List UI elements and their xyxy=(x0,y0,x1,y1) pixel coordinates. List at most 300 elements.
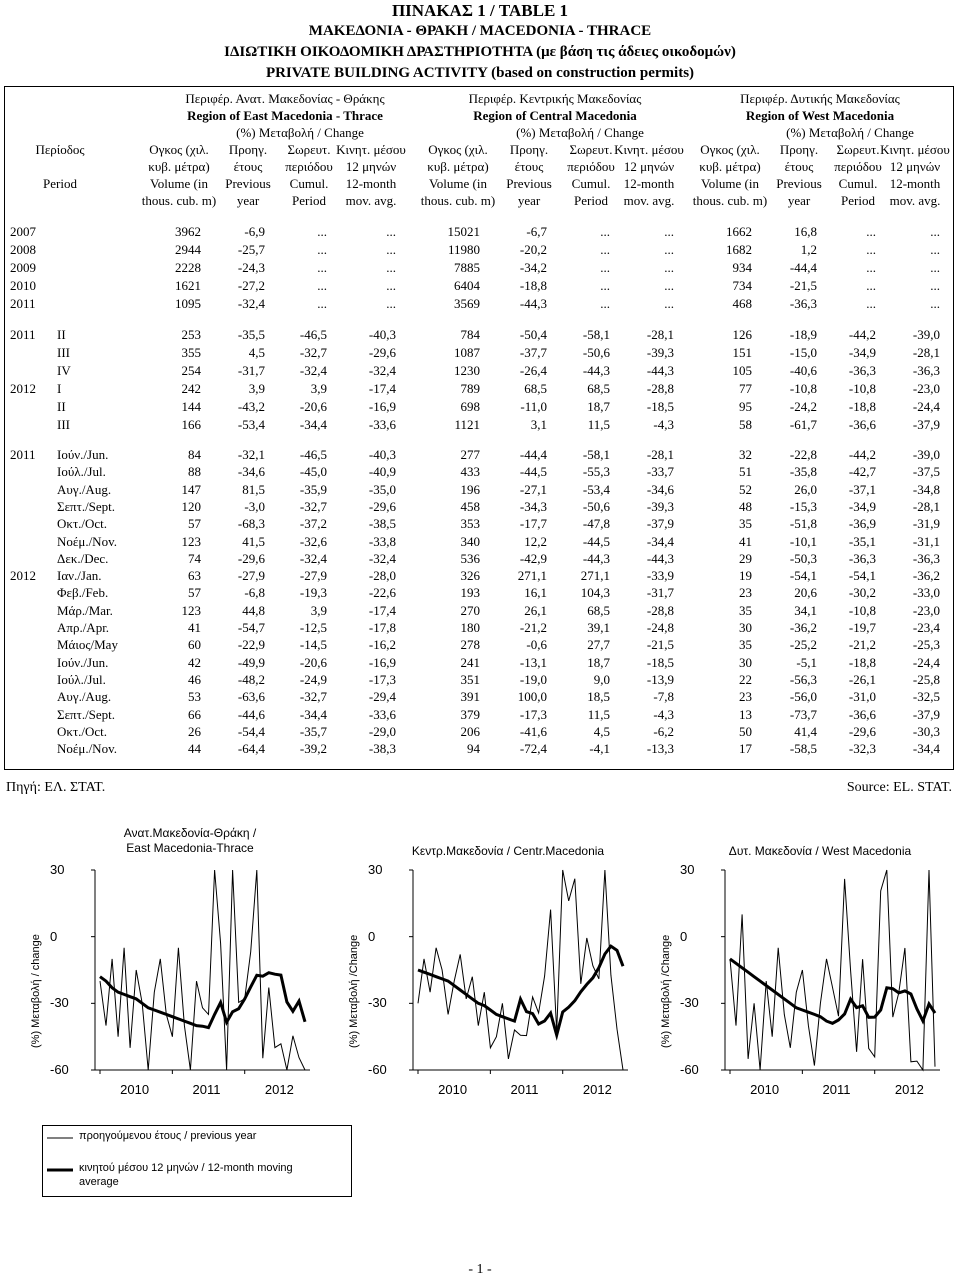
column-header-line: Previous xyxy=(506,176,552,191)
series-line-previous-year xyxy=(730,870,935,1070)
table-cell: -3,0 xyxy=(244,499,265,514)
table-cell: -53,4 xyxy=(582,482,610,497)
row-period: Νοέμ./Nov. xyxy=(57,741,117,756)
table-cell: 1621 xyxy=(175,278,201,293)
table-cell: -15,0 xyxy=(789,345,817,360)
table-cell: ... xyxy=(600,278,610,293)
table-cell: -68,3 xyxy=(237,516,265,531)
table-cell: -24,4 xyxy=(912,399,940,414)
table-cell: 789 xyxy=(460,381,480,396)
table-cell: ... xyxy=(930,296,940,311)
row-period: Νοέμ./Nov. xyxy=(57,534,117,549)
column-header-line: έτους xyxy=(784,159,814,174)
table-cell: -51,8 xyxy=(789,516,817,531)
table-cell: -64,4 xyxy=(237,741,265,756)
table-cell: 120 xyxy=(181,499,201,514)
table-cell: 3,9 xyxy=(248,381,265,396)
table-cell: 270 xyxy=(460,603,480,618)
table-cell: -38,3 xyxy=(368,741,396,756)
chart-y-label: (%) Μεταβολή / change xyxy=(30,934,42,1048)
table-cell: -15,3 xyxy=(789,499,817,514)
chart-panel xyxy=(318,820,638,1100)
table-cell: -40,6 xyxy=(789,363,817,378)
table-cell: -34,4 xyxy=(646,534,674,549)
table-cell: 26 xyxy=(188,724,201,739)
table-cell: -56,3 xyxy=(789,672,817,687)
table-cell: -47,8 xyxy=(582,516,610,531)
table-cell: 326 xyxy=(460,568,480,583)
table-cell: -33,7 xyxy=(646,464,674,479)
column-header-line: Previous xyxy=(225,176,271,191)
row-period: Δεκ./Dec. xyxy=(57,551,109,566)
table-cell: -13,9 xyxy=(646,672,674,687)
table-cell: -44,3 xyxy=(582,551,610,566)
table-cell: -19,3 xyxy=(299,585,327,600)
table-cell: -37,9 xyxy=(912,417,940,432)
table-cell: 784 xyxy=(460,327,480,342)
row-period: II xyxy=(57,399,66,414)
column-header-line: Ογκος (χιλ. xyxy=(700,142,760,157)
table-cell: -26,1 xyxy=(848,672,876,687)
table-title: ΠΙΝΑΚΑΣ 1 / TABLE 1 xyxy=(391,1,569,20)
chart-x-tick-label: 2011 xyxy=(192,1082,221,1097)
table-cell: 60 xyxy=(188,637,201,652)
table-cell: -16,9 xyxy=(368,399,396,414)
chart-y-tick-label: -60 xyxy=(50,1062,69,1077)
table-cell: ... xyxy=(600,242,610,257)
table-cell: 35 xyxy=(739,516,752,531)
chart-svg xyxy=(318,820,638,1100)
table-cell: 17 xyxy=(739,741,752,756)
chart-svg xyxy=(0,820,320,1100)
column-header-line: Volume (in xyxy=(150,176,208,191)
table-cell: 734 xyxy=(732,278,752,293)
chart-x-tick-label: 2012 xyxy=(264,1082,294,1097)
row-period: Ιούν./Jun. xyxy=(57,655,109,670)
column-header-line: Volume (in xyxy=(429,176,487,191)
table-cell: -55,3 xyxy=(582,464,610,479)
table-cell: ... xyxy=(317,278,327,293)
table-cell: -32,7 xyxy=(299,689,327,704)
chart-y-tick-label: 30 xyxy=(368,862,383,877)
table-cell: -58,1 xyxy=(582,327,610,342)
table-cell: -22,8 xyxy=(789,447,817,462)
table-cell: 278 xyxy=(460,637,480,652)
table-cell: -24,9 xyxy=(299,672,327,687)
row-period: Ιούν./Jun. xyxy=(57,447,109,462)
row-period: Ιούλ./Jul. xyxy=(57,464,106,479)
table-cell: ... xyxy=(866,260,876,275)
row-period: IV xyxy=(57,363,71,378)
table-cell: -29,6 xyxy=(848,724,876,739)
series-line-moving-average xyxy=(730,959,935,1023)
row-year: 2009 xyxy=(10,260,36,275)
table-cell: -36,6 xyxy=(848,417,876,432)
table-cell: -44,2 xyxy=(848,447,876,462)
table-cell: -18,8 xyxy=(519,278,547,293)
table-cell: -19,0 xyxy=(519,672,547,687)
table-cell: 18,7 xyxy=(587,399,610,414)
table-cell: 4,5 xyxy=(248,345,265,360)
column-header-line: Κινητ. μέσου xyxy=(336,142,406,157)
chart-legend xyxy=(42,1125,352,1197)
chart-title-line: Ανατ.Μακεδονία-Θράκη / xyxy=(123,826,257,840)
table-cell: -58,5 xyxy=(789,741,817,756)
table-cell: 41,4 xyxy=(794,724,817,739)
table-cell: -33,8 xyxy=(368,534,396,549)
table-cell: -32,4 xyxy=(237,296,265,311)
table-cell: 271,1 xyxy=(580,568,610,583)
table-cell: -37,7 xyxy=(519,345,547,360)
table-cell: -24,8 xyxy=(646,620,674,635)
table-cell: 193 xyxy=(460,585,480,600)
table-cell: -54,1 xyxy=(789,568,817,583)
table-cell: -28,1 xyxy=(646,327,674,342)
table-cell: 1682 xyxy=(726,242,752,257)
column-header-line: κυβ. μέτρα) xyxy=(427,159,489,174)
table-cell: -25,3 xyxy=(912,637,940,652)
table-cell: 29 xyxy=(739,551,752,566)
table-cell: -54,7 xyxy=(237,620,265,635)
table-cell: -33,9 xyxy=(646,568,674,583)
region-name-english: Region of Central Macedonia xyxy=(473,108,637,123)
table-cell: 242 xyxy=(181,381,201,396)
table-cell: -53,4 xyxy=(237,417,265,432)
row-year: 2011 xyxy=(10,447,36,462)
table-cell: -10,8 xyxy=(848,381,876,396)
table-cell: -10,8 xyxy=(848,603,876,618)
row-year: 2012 xyxy=(10,381,36,396)
table-cell: 13 xyxy=(739,707,752,722)
table-cell: -32,7 xyxy=(299,345,327,360)
table-cell: 1095 xyxy=(175,296,201,311)
table-cell: 16,1 xyxy=(524,585,547,600)
table-cell: 698 xyxy=(460,399,480,414)
column-header-line: year xyxy=(787,193,811,208)
table-cell: 30 xyxy=(739,655,752,670)
column-header-line: έτους xyxy=(233,159,263,174)
chart-y-tick-label: -60 xyxy=(680,1062,699,1077)
column-header-line: έτους xyxy=(514,159,544,174)
change-header: (%) Μεταβολή / Change xyxy=(236,125,364,140)
table-cell: 68,5 xyxy=(587,381,610,396)
table-cell: -24,4 xyxy=(912,655,940,670)
table-cell: -32,4 xyxy=(299,551,327,566)
table-cell: -61,7 xyxy=(789,417,817,432)
table-cell: 66 xyxy=(188,707,201,722)
table-cell: -36,9 xyxy=(848,516,876,531)
table-cell: ... xyxy=(866,224,876,239)
table-cell: 11980 xyxy=(447,242,480,257)
table-cell: 2944 xyxy=(175,242,201,257)
row-period: II xyxy=(57,327,66,342)
region-name-greek: Περιφέρ. Κεντρικής Μακεδονίας xyxy=(468,91,642,106)
table-cell: 48 xyxy=(739,499,752,514)
row-period: Ιαν./Jan. xyxy=(57,568,102,583)
table-cell: -17,3 xyxy=(368,672,396,687)
table-cell: 391 xyxy=(460,689,480,704)
table-cell: -36,2 xyxy=(912,568,940,583)
column-header-line: Volume (in xyxy=(701,176,759,191)
table-cell: 2228 xyxy=(175,260,201,275)
table-cell: 3,1 xyxy=(530,417,547,432)
table-cell: -24,3 xyxy=(237,260,265,275)
table-cell: -34,6 xyxy=(646,482,674,497)
table-cell: -37,9 xyxy=(912,707,940,722)
legend-moving-avg-label: κινητού μέσου 12 μηνών / 12-month moving xyxy=(79,1162,293,1174)
table-cell: 26,0 xyxy=(794,482,817,497)
source-greek: Πηγή: ΕΛ. ΣΤΑΤ. xyxy=(6,780,106,795)
table-cell: -37,1 xyxy=(848,482,876,497)
table-cell: 41 xyxy=(188,620,201,635)
table-cell: -28,8 xyxy=(646,381,674,396)
table-cell: -35,9 xyxy=(299,482,327,497)
chart-y-tick-label: 0 xyxy=(50,928,58,944)
row-year: 2008 xyxy=(10,242,36,257)
table-cell: -22,6 xyxy=(368,585,396,600)
table-cell: -17,8 xyxy=(368,620,396,635)
row-period: Οκτ./Oct. xyxy=(57,516,108,531)
table-cell: 271,1 xyxy=(517,568,547,583)
table-cell: 12,2 xyxy=(524,534,547,549)
table-cell: 11,5 xyxy=(587,707,610,722)
table-cell: -19,7 xyxy=(848,620,876,635)
chart-x-tick-label: 2012 xyxy=(582,1082,612,1097)
chart-y-tick-label: 0 xyxy=(680,928,688,944)
row-period: Σεπτ./Sept. xyxy=(57,499,116,514)
table-cell: -35,1 xyxy=(848,534,876,549)
table-cell: -16,2 xyxy=(368,637,396,652)
table-cell: 458 xyxy=(460,499,480,514)
table-cell: -36,6 xyxy=(848,707,876,722)
table-cell: -23,4 xyxy=(912,620,940,635)
table-cell: -32,5 xyxy=(912,689,940,704)
column-header-line: Προηγ. xyxy=(509,142,549,157)
table-cell: -39,0 xyxy=(912,447,940,462)
table-cell: -34,6 xyxy=(237,464,265,479)
column-header-line: Σωρευτ. xyxy=(836,142,880,157)
table-cell: 35 xyxy=(739,603,752,618)
table-cell: -36,3 xyxy=(848,551,876,566)
table-cell: -31,1 xyxy=(912,534,940,549)
table-cell: 123 xyxy=(181,534,201,549)
table-cell: 20,6 xyxy=(794,585,817,600)
table-cell: -27,9 xyxy=(299,568,327,583)
table-cell: -34,9 xyxy=(848,499,876,514)
column-header-line: mov. avg. xyxy=(889,193,941,208)
table-cell: -34,4 xyxy=(299,417,327,432)
row-period: Μάιος/May xyxy=(57,637,118,652)
table-cell: 196 xyxy=(460,482,480,497)
table-cell: 15021 xyxy=(447,224,480,239)
table-cell: -21,2 xyxy=(519,620,547,635)
table-cell: 50 xyxy=(739,724,752,739)
table-cell: -50,6 xyxy=(582,345,610,360)
legend-moving-avg-label-2: average xyxy=(79,1176,119,1188)
row-period: Αυγ./Aug. xyxy=(57,482,112,497)
table-cell: -31,7 xyxy=(237,363,265,378)
table-cell: -28,8 xyxy=(646,603,674,618)
series-line-previous-year xyxy=(100,870,305,1070)
table-cell: -34,4 xyxy=(912,741,940,756)
table-cell: -33,0 xyxy=(912,585,940,600)
table-cell: -46,5 xyxy=(299,447,327,462)
table-cell: -14,5 xyxy=(299,637,327,652)
column-header-line: κυβ. μέτρα) xyxy=(699,159,761,174)
table-cell: -58,1 xyxy=(582,447,610,462)
page-number: - 1 - xyxy=(468,1262,492,1277)
table-cell: -7,8 xyxy=(653,689,674,704)
table-cell: -17,7 xyxy=(519,516,547,531)
chart-x-tick-label: 2010 xyxy=(750,1082,780,1097)
table-cell: ... xyxy=(317,242,327,257)
table-cell: 3,9 xyxy=(310,381,327,396)
table-cell: 1662 xyxy=(726,224,752,239)
table-cell: -36,3 xyxy=(789,296,817,311)
row-period: Φεβ./Feb. xyxy=(57,585,109,600)
table-cell: -13,1 xyxy=(519,655,547,670)
table-cell: 104,3 xyxy=(580,585,610,600)
table-cell: -6,7 xyxy=(526,224,547,239)
table-cell: -32,4 xyxy=(368,363,396,378)
table-cell: -4,3 xyxy=(653,707,674,722)
table-cell: -18,8 xyxy=(848,655,876,670)
table-cell: -44,6 xyxy=(237,707,265,722)
table-cell: 34,1 xyxy=(794,603,817,618)
table-cell: -43,2 xyxy=(237,399,265,414)
table-cell: 3,9 xyxy=(310,603,327,618)
table-cell: -23,0 xyxy=(912,381,940,396)
column-header-line: 12 μηνών xyxy=(623,159,675,174)
series-line-moving-average xyxy=(418,946,623,1035)
row-year: 2011 xyxy=(10,327,36,342)
table-cell: 353 xyxy=(460,516,480,531)
table-cell: -6,9 xyxy=(244,224,265,239)
column-header-line: Cumul. xyxy=(838,176,878,191)
table-cell: 934 xyxy=(732,260,752,275)
table-cell: -20,6 xyxy=(299,655,327,670)
table-cell: 42 xyxy=(188,655,201,670)
table-cell: -73,7 xyxy=(789,707,817,722)
table-cell: -35,7 xyxy=(299,724,327,739)
table-cell: -25,2 xyxy=(789,637,817,652)
table-cell: -44,3 xyxy=(646,551,674,566)
table-cell: -54,1 xyxy=(848,568,876,583)
table-cell: 58 xyxy=(739,417,752,432)
series-line-moving-average xyxy=(100,973,305,1028)
table-cell: -17,4 xyxy=(368,381,396,396)
table-cell: -34,9 xyxy=(848,345,876,360)
row-period: Σεπτ./Sept. xyxy=(57,707,116,722)
column-header-line: Κινητ. μέσου xyxy=(614,142,684,157)
table-cell: 433 xyxy=(460,464,480,479)
table-cell: -36,3 xyxy=(912,363,940,378)
table-cell: ... xyxy=(930,224,940,239)
table-cell: 126 xyxy=(732,327,752,342)
column-header-line: Period xyxy=(574,193,608,208)
table-cell: -44,3 xyxy=(519,296,547,311)
table-cell: -32,3 xyxy=(848,741,876,756)
table-cell: 3569 xyxy=(454,296,480,311)
region-name-greek: Περιφέρ. Ανατ. Μακεδονίας - Θράκης xyxy=(185,91,385,106)
table-cell: -21,2 xyxy=(848,637,876,652)
table-cell: 18,5 xyxy=(587,689,610,704)
table-cell: 27,7 xyxy=(587,637,610,652)
row-year: 2011 xyxy=(10,296,36,311)
chart-panel xyxy=(0,820,320,1100)
table-cell: -44,4 xyxy=(789,260,817,275)
chart-y-tick-label: -60 xyxy=(368,1062,387,1077)
table-cell: -31,0 xyxy=(848,689,876,704)
table-cell: 1121 xyxy=(454,417,480,432)
table-cell: -21,5 xyxy=(789,278,817,293)
row-period: Μάρ./Mar. xyxy=(57,603,113,618)
table-cell: 19 xyxy=(739,568,752,583)
table-cell: 468 xyxy=(732,296,752,311)
table-cell: -18,5 xyxy=(646,655,674,670)
table-cell: 44,8 xyxy=(242,603,265,618)
table-cell: 166 xyxy=(181,417,201,432)
data-table xyxy=(4,86,954,770)
chart-y-tick-label: -30 xyxy=(680,995,699,1011)
table-cell: -5,1 xyxy=(796,655,817,670)
row-period: Ιούλ./Jul. xyxy=(57,672,106,687)
table-cell: 57 xyxy=(188,585,201,600)
table-cell: -32,4 xyxy=(368,551,396,566)
table-cell: -34,4 xyxy=(299,707,327,722)
table-cell: -44,5 xyxy=(519,464,547,479)
table-cell: ... xyxy=(930,260,940,275)
column-header-line: Προηγ. xyxy=(228,142,268,157)
chart-x-tick-label: 2011 xyxy=(510,1082,539,1097)
table-cell: ... xyxy=(386,242,396,257)
column-header-line: Σωρευτ. xyxy=(287,142,331,157)
table-cell: 254 xyxy=(181,363,201,378)
table-cell: 88 xyxy=(188,464,201,479)
table-cell: 22 xyxy=(739,672,752,687)
table-cell: 35 xyxy=(739,637,752,652)
table-cell: ... xyxy=(866,296,876,311)
table-cell: 1087 xyxy=(454,345,480,360)
table-cell: -24,2 xyxy=(789,399,817,414)
table-cell: -56,0 xyxy=(789,689,817,704)
table-cell: 77 xyxy=(739,381,752,396)
table-cell: -10,8 xyxy=(789,381,817,396)
table-cell: -54,4 xyxy=(237,724,265,739)
table-cell: 39,1 xyxy=(587,620,610,635)
chart-title-line: East Macedonia-Thrace xyxy=(126,841,254,855)
table-cell: 123 xyxy=(181,603,201,618)
table-cell: 68,5 xyxy=(587,603,610,618)
column-header-line: κυβ. μέτρα) xyxy=(148,159,210,174)
column-header-line: thous. cub. m) xyxy=(420,193,496,208)
row-year: 2010 xyxy=(10,278,36,293)
table-cell: ... xyxy=(386,296,396,311)
row-period: III xyxy=(57,345,70,360)
table-cell: ... xyxy=(664,296,674,311)
table-cell: 241 xyxy=(460,655,480,670)
table-cell: -22,9 xyxy=(237,637,265,652)
subject-title-english: PRIVATE BUILDING ACTIVITY (based on construction permits) xyxy=(265,65,695,81)
table-cell: ... xyxy=(664,260,674,275)
table-cell: 105 xyxy=(732,363,752,378)
table-cell: ... xyxy=(317,260,327,275)
table-cell: -20,6 xyxy=(299,399,327,414)
column-header-line: Period xyxy=(841,193,875,208)
table-cell: 3962 xyxy=(175,224,201,239)
table-cell: ... xyxy=(386,260,396,275)
source-english: Source: EL. STAT. xyxy=(846,780,952,795)
